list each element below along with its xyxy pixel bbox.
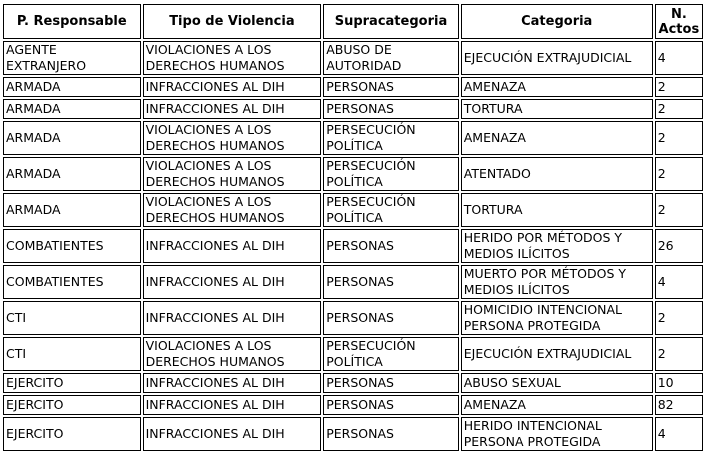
cell-p-responsable: ARMADA — [3, 99, 141, 119]
table-row — [3, 395, 703, 415]
cell-tipo-de-violencia: INFRACCIONES AL DIH — [143, 395, 322, 415]
violence-acts-table — [1, 2, 705, 453]
cell-n-actos: 2 — [655, 99, 703, 119]
cell-supracategoria: PERSONAS — [323, 301, 459, 335]
cell-n-actos: 4 — [655, 265, 703, 299]
cell-supracategoria: PERSONAS — [323, 229, 459, 263]
cell-n-actos: 2 — [655, 157, 703, 191]
cell-categoria: TORTURA — [461, 193, 653, 227]
cell-tipo-de-violencia: INFRACCIONES AL DIH — [143, 229, 322, 263]
cell-tipo-de-violencia: VIOLACIONES A LOS DERECHOS HUMANOS — [143, 157, 322, 191]
cell-supracategoria: PERSECUCIÓN POLÍTICA — [323, 337, 459, 371]
header-categoria: Categoria — [461, 4, 653, 39]
cell-n-actos: 2 — [655, 77, 703, 97]
cell-categoria: MUERTO POR MÉTODOS Y MEDIOS ILÍCITOS — [461, 265, 653, 299]
cell-supracategoria: PERSECUCIÓN POLÍTICA — [323, 121, 459, 155]
table-row — [3, 301, 703, 335]
table-row — [3, 121, 703, 155]
cell-p-responsable: AGENTE EXTRANJERO — [3, 41, 141, 75]
table-row — [3, 373, 703, 393]
cell-supracategoria: PERSONAS — [323, 77, 459, 97]
header-p-responsable: P. Responsable — [3, 4, 141, 39]
cell-categoria: AMENAZA — [461, 77, 653, 97]
header-tipo-de-violencia: Tipo de Violencia — [143, 4, 322, 39]
cell-p-responsable: ARMADA — [3, 193, 141, 227]
table-row — [3, 77, 703, 97]
cell-p-responsable: ARMADA — [3, 157, 141, 191]
cell-supracategoria: PERSONAS — [323, 265, 459, 299]
cell-p-responsable: CTI — [3, 337, 141, 371]
cell-n-actos: 26 — [655, 229, 703, 263]
table-row — [3, 41, 703, 75]
cell-p-responsable: EJERCITO — [3, 373, 141, 393]
cell-tipo-de-violencia: INFRACCIONES AL DIH — [143, 99, 322, 119]
cell-tipo-de-violencia: INFRACCIONES AL DIH — [143, 301, 322, 335]
cell-categoria: HOMICIDIO INTENCIONAL PERSONA PROTEGIDA — [461, 301, 653, 335]
cell-categoria: TORTURA — [461, 99, 653, 119]
cell-categoria: HERIDO INTENCIONAL PERSONA PROTEGIDA — [461, 417, 653, 451]
table-body — [3, 41, 703, 451]
cell-tipo-de-violencia: VIOLACIONES A LOS DERECHOS HUMANOS — [143, 193, 322, 227]
cell-supracategoria: PERSONAS — [323, 373, 459, 393]
table-row — [3, 193, 703, 227]
cell-p-responsable: CTI — [3, 301, 141, 335]
cell-categoria: ABUSO SEXUAL — [461, 373, 653, 393]
cell-categoria: AMENAZA — [461, 395, 653, 415]
cell-supracategoria: PERSONAS — [323, 395, 459, 415]
table-row — [3, 229, 703, 263]
cell-tipo-de-violencia: VIOLACIONES A LOS DERECHOS HUMANOS — [143, 337, 322, 371]
cell-n-actos: 4 — [655, 417, 703, 451]
table-row — [3, 337, 703, 371]
cell-p-responsable: EJERCITO — [3, 417, 141, 451]
cell-supracategoria: PERSECUCIÓN POLÍTICA — [323, 193, 459, 227]
cell-tipo-de-violencia: INFRACCIONES AL DIH — [143, 373, 322, 393]
header-supracategoria: Supracategoria — [323, 4, 459, 39]
cell-p-responsable: COMBATIENTES — [3, 229, 141, 263]
cell-p-responsable: EJERCITO — [3, 395, 141, 415]
header-n-actos: N. Actos — [655, 4, 703, 39]
cell-tipo-de-violencia: VIOLACIONES A LOS DERECHOS HUMANOS — [143, 41, 322, 75]
cell-tipo-de-violencia: INFRACCIONES AL DIH — [143, 265, 322, 299]
table-row — [3, 417, 703, 451]
cell-p-responsable: ARMADA — [3, 77, 141, 97]
cell-n-actos: 2 — [655, 121, 703, 155]
cell-n-actos: 82 — [655, 395, 703, 415]
cell-p-responsable: ARMADA — [3, 121, 141, 155]
cell-categoria: EJECUCIÓN EXTRAJUDICIAL — [461, 41, 653, 75]
cell-supracategoria: PERSONAS — [323, 99, 459, 119]
cell-n-actos: 4 — [655, 41, 703, 75]
cell-tipo-de-violencia: INFRACCIONES AL DIH — [143, 77, 322, 97]
cell-categoria: AMENAZA — [461, 121, 653, 155]
cell-n-actos: 2 — [655, 337, 703, 371]
cell-categoria: HERIDO POR MÉTODOS Y MEDIOS ILÍCITOS — [461, 229, 653, 263]
table-row — [3, 265, 703, 299]
cell-categoria: EJECUCIÓN EXTRAJUDICIAL — [461, 337, 653, 371]
cell-tipo-de-violencia: VIOLACIONES A LOS DERECHOS HUMANOS — [143, 121, 322, 155]
table-row — [3, 157, 703, 191]
cell-tipo-de-violencia: INFRACCIONES AL DIH — [143, 417, 322, 451]
cell-n-actos: 10 — [655, 373, 703, 393]
cell-n-actos: 2 — [655, 301, 703, 335]
cell-p-responsable: COMBATIENTES — [3, 265, 141, 299]
table-row — [3, 99, 703, 119]
table-header-row — [3, 4, 703, 39]
cell-supracategoria: PERSECUCIÓN POLÍTICA — [323, 157, 459, 191]
cell-n-actos: 2 — [655, 193, 703, 227]
cell-supracategoria: ABUSO DE AUTORIDAD — [323, 41, 459, 75]
cell-categoria: ATENTADO — [461, 157, 653, 191]
cell-supracategoria: PERSONAS — [323, 417, 459, 451]
